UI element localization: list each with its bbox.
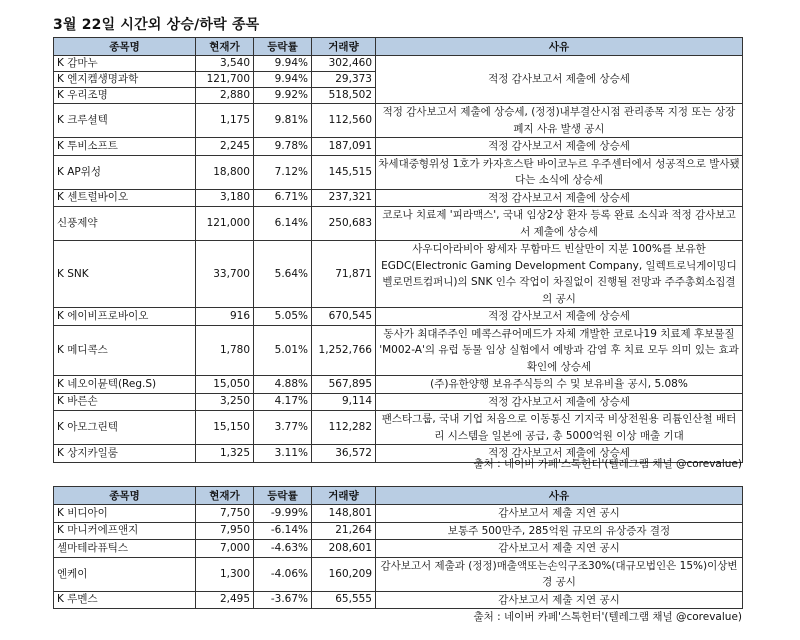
stock-reason: 보통주 500만주, 285억원 규모의 유상증자 결정 <box>376 522 743 540</box>
table-row <box>54 155 743 189</box>
stock-name: 셀마테라퓨틱스 <box>54 540 196 558</box>
header-change: 등락률 <box>254 38 312 56</box>
table-row <box>54 557 743 591</box>
stock-price: 3,250 <box>196 393 254 411</box>
stock-reason: 사우디아라비아 왕세자 무함마드 빈살만이 지분 100%를 보유한 EGDC(Electronic Gaming Development Company, 일렉트로닉게이밍디벨로먼트컴퍼니)의 SNK 인수 작업이 차질없이 진행될 전망과 주주총회소집결의 공시 <box>376 241 743 308</box>
stock-change: 3.77% <box>254 411 312 445</box>
stock-volume: 208,601 <box>312 540 376 558</box>
stock-price: 15,150 <box>196 411 254 445</box>
stock-change: 4.88% <box>254 376 312 394</box>
stock-name: K 감마누 <box>54 56 196 72</box>
stock-reason: 감사보고서 제출과 (정정)매출액또는손익구조30%(대규모법인은 15%)이상변경 공시 <box>376 557 743 591</box>
stock-price: 3,180 <box>196 189 254 207</box>
stock-volume: 187,091 <box>312 138 376 156</box>
stock-volume: 1,252,766 <box>312 325 376 376</box>
stock-reason: 적정 감사보고서 제출에 상승세 <box>376 138 743 156</box>
stock-price: 121,700 <box>196 72 254 88</box>
stock-volume: 160,209 <box>312 557 376 591</box>
table-row <box>54 411 743 445</box>
rising-stocks-table <box>53 37 743 463</box>
stock-price: 2,495 <box>196 591 254 609</box>
stock-volume: 670,545 <box>312 308 376 326</box>
header-volume: 거래량 <box>312 487 376 505</box>
stock-change: 5.05% <box>254 308 312 326</box>
stock-volume: 237,321 <box>312 189 376 207</box>
stock-reason: 감사보고서 제출 지연 공시 <box>376 505 743 523</box>
stock-change: 6.71% <box>254 189 312 207</box>
stock-name: K 아모그린텍 <box>54 411 196 445</box>
stock-change: 9.81% <box>254 104 312 138</box>
stock-change: 3.11% <box>254 445 312 463</box>
stock-volume: 65,555 <box>312 591 376 609</box>
stock-change: 9.92% <box>254 88 312 104</box>
stock-name: K 루멘스 <box>54 591 196 609</box>
stock-volume: 71,871 <box>312 241 376 308</box>
stock-reason: 팬스타그룹, 국내 기업 처음으로 이동통신 기지국 비상전원용 리튬인산철 배터리 시스템을 일본에 공급, 총 5000억원 이상 매출 기대 <box>376 411 743 445</box>
header-change: 등락률 <box>254 487 312 505</box>
stock-change: 6.14% <box>254 207 312 241</box>
stock-change: -4.63% <box>254 540 312 558</box>
table-row <box>54 393 743 411</box>
stock-volume: 567,895 <box>312 376 376 394</box>
header-price: 현재가 <box>196 38 254 56</box>
stock-volume: 112,560 <box>312 104 376 138</box>
stock-price: 1,300 <box>196 557 254 591</box>
header-reason: 사유 <box>376 487 743 505</box>
table-row <box>54 56 743 72</box>
stock-price: 2,245 <box>196 138 254 156</box>
stock-name: K 네오이뮨텍(Reg.S) <box>54 376 196 394</box>
header-name: 종목명 <box>54 38 196 56</box>
table-row <box>54 591 743 609</box>
stock-name: 신풍제약 <box>54 207 196 241</box>
table-row <box>54 189 743 207</box>
stock-name: K 크루셜텍 <box>54 104 196 138</box>
stock-reason: 코로나 치료제 '피라맥스', 국내 임상2상 환자 등록 완료 소식과 적정 감사보고서 제출에 상승세 <box>376 207 743 241</box>
stock-volume: 29,373 <box>312 72 376 88</box>
stock-reason: 감사보고서 제출 지연 공시 <box>376 540 743 558</box>
table-row <box>54 138 743 156</box>
stock-volume: 250,683 <box>312 207 376 241</box>
stock-name: K SNK <box>54 241 196 308</box>
stock-price: 121,000 <box>196 207 254 241</box>
table-row <box>54 505 743 523</box>
table-row <box>54 308 743 326</box>
stock-price: 1,175 <box>196 104 254 138</box>
stock-price: 1,780 <box>196 325 254 376</box>
stock-change: 4.17% <box>254 393 312 411</box>
stock-volume: 518,502 <box>312 88 376 104</box>
stock-change: 9.94% <box>254 56 312 72</box>
stock-name: K 상지카일룸 <box>54 445 196 463</box>
stock-price: 7,750 <box>196 505 254 523</box>
stock-reason: 동사가 최대주주인 메콕스큐어메드가 자체 개발한 코로나19 치료제 후보물질 'M002-A'의 유럽 동물 임상 실험에서 예방과 감염 후 치료 모두 의미 있는 효과 확인에 상승세 <box>376 325 743 376</box>
stock-price: 15,050 <box>196 376 254 394</box>
stock-price: 1,325 <box>196 445 254 463</box>
stock-name: K 바른손 <box>54 393 196 411</box>
falling-stocks-table <box>53 486 743 609</box>
stock-name: K 투비소프트 <box>54 138 196 156</box>
stock-name: K 우리조명 <box>54 88 196 104</box>
stock-change: -9.99% <box>254 505 312 523</box>
page-title: 3월 22일 시간외 상승/하락 종목 <box>53 17 260 33</box>
stock-name: K 엔지켐생명과학 <box>54 72 196 88</box>
stock-change: 5.64% <box>254 241 312 308</box>
stock-volume: 145,515 <box>312 155 376 189</box>
stock-price: 3,540 <box>196 56 254 72</box>
stock-name: 엔케이 <box>54 557 196 591</box>
stock-name: K 마니커에프앤지 <box>54 522 196 540</box>
stock-volume: 302,460 <box>312 56 376 72</box>
stock-price: 33,700 <box>196 241 254 308</box>
stock-name: K 에이비프로바이오 <box>54 308 196 326</box>
stock-reason: (주)유한양행 보유주식등의 수 및 보유비율 공시, 5.08% <box>376 376 743 394</box>
stock-reason: 적정 감사보고서 제출에 상승세 <box>376 56 743 104</box>
stock-reason: 적정 감사보고서 제출에 상승세 <box>376 445 743 463</box>
stock-price: 7,950 <box>196 522 254 540</box>
source-note: 출처 : 네이버 카페'스톡헌터'(텔레그램 채널 @corevalue) <box>473 458 742 470</box>
stock-name: K AP위성 <box>54 155 196 189</box>
source-note: 출처 : 네이버 카페'스톡헌터'(텔레그램 채널 @corevalue) <box>473 611 742 623</box>
stock-reason: 차세대중형위성 1호가 카자흐스탄 바이코누르 우주센터에서 성공적으로 발사됐다는 소식에 상승세 <box>376 155 743 189</box>
stock-change: 9.94% <box>254 72 312 88</box>
stock-volume: 36,572 <box>312 445 376 463</box>
table-header-row <box>54 487 743 505</box>
stock-volume: 21,264 <box>312 522 376 540</box>
stock-volume: 9,114 <box>312 393 376 411</box>
stock-name: K 비디아이 <box>54 505 196 523</box>
stock-change: 7.12% <box>254 155 312 189</box>
header-volume: 거래량 <box>312 38 376 56</box>
stock-price: 18,800 <box>196 155 254 189</box>
table-row <box>54 376 743 394</box>
stock-reason: 적정 감사보고서 제출에 상승세, (정정)내부결산시점 관리종목 지정 또는 상장폐지 사유 발생 공시 <box>376 104 743 138</box>
stock-name: K 센트럴바이오 <box>54 189 196 207</box>
stock-reason: 적정 감사보고서 제출에 상승세 <box>376 308 743 326</box>
stock-price: 7,000 <box>196 540 254 558</box>
stock-reason: 적정 감사보고서 제출에 상승세 <box>376 189 743 207</box>
stock-price: 916 <box>196 308 254 326</box>
stock-volume: 148,801 <box>312 505 376 523</box>
table-row <box>54 104 743 138</box>
table-row <box>54 540 743 558</box>
table-row <box>54 522 743 540</box>
stock-reason: 감사보고서 제출 지연 공시 <box>376 591 743 609</box>
stock-change: 5.01% <box>254 325 312 376</box>
table-row <box>54 325 743 376</box>
stock-reason: 적정 감사보고서 제출에 상승세 <box>376 393 743 411</box>
stock-change: -6.14% <box>254 522 312 540</box>
stock-name: K 메디콕스 <box>54 325 196 376</box>
table-row <box>54 207 743 241</box>
stock-volume: 112,282 <box>312 411 376 445</box>
header-reason: 사유 <box>376 38 743 56</box>
header-name: 종목명 <box>54 487 196 505</box>
stock-change: -4.06% <box>254 557 312 591</box>
stock-change: -3.67% <box>254 591 312 609</box>
header-price: 현재가 <box>196 487 254 505</box>
table-row <box>54 241 743 308</box>
table-header-row <box>54 38 743 56</box>
stock-price: 2,880 <box>196 88 254 104</box>
stock-change: 9.78% <box>254 138 312 156</box>
